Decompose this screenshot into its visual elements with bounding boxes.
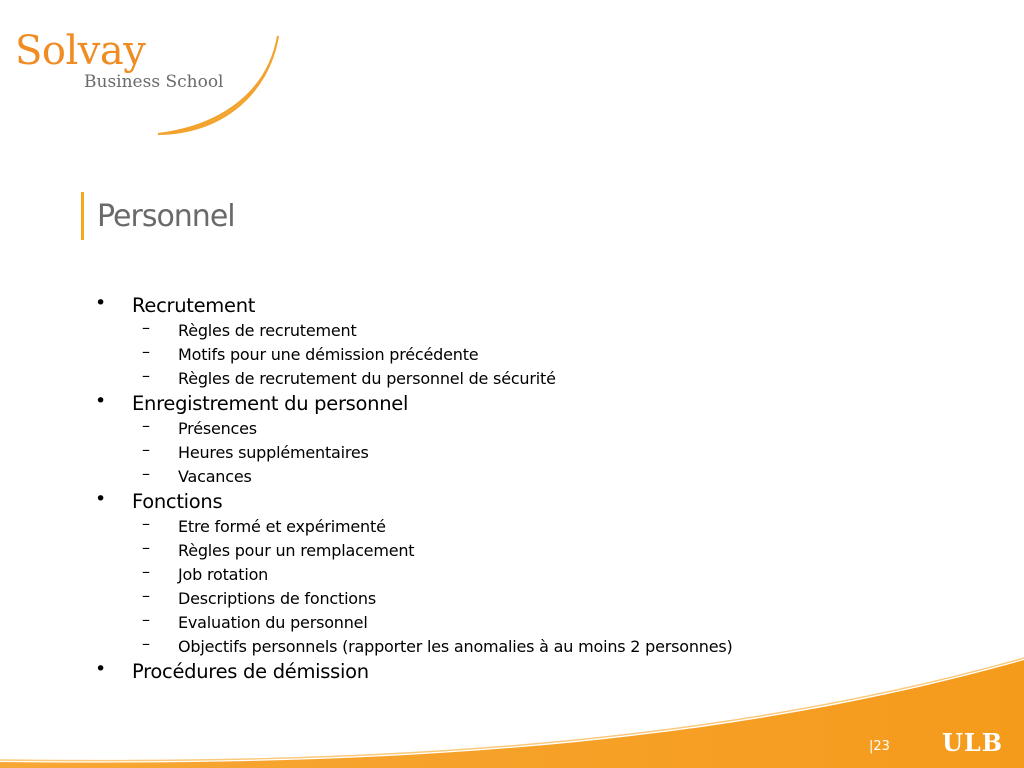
sub-bullet-text: Evaluation du personnel [178,613,368,632]
sub-bullet-text: Règles pour un remplacement [178,541,415,560]
bullet-marker: • [95,488,107,510]
bullet-text: Fonctions [132,490,223,513]
dash-marker: – [142,342,150,361]
dash-marker: – [142,318,150,337]
bullet-text: Enregistrement du personnel [132,392,409,415]
sub-bullet-text: Règles de recrutement du personnel de sécurité [178,369,556,388]
bullet-marker: • [95,658,107,680]
bullet-text: Procédures de démission [132,660,369,683]
bullet-text: Recrutement [132,294,256,317]
dash-marker: – [142,366,150,385]
sub-bullet-text: Heures supplémentaires [178,443,369,462]
sub-bullet-text: Objectifs personnels (rapporter les anomalies à au moins 2 personnes) [178,637,733,656]
dash-marker: – [142,610,150,629]
sub-bullet-text: Présences [178,419,257,438]
dash-marker: – [142,514,150,533]
dash-marker: – [142,440,150,459]
logo-subtitle: Business School [84,72,224,92]
bullet-marker: • [95,390,107,412]
sub-bullet-text: Règles de recrutement [178,321,357,340]
sub-bullet-text: Motifs pour une démission précédente [178,345,479,364]
sub-bullet-text: Vacances [178,467,252,486]
dash-marker: – [142,538,150,557]
slide-title: Personnel [97,199,235,234]
logo-wordmark: Solvay [15,28,146,74]
dash-marker: – [142,586,150,605]
dash-marker: – [142,416,150,435]
page-number: |23 [869,739,890,754]
dash-marker: – [142,634,150,653]
ulb-logo: ULB [942,728,1004,757]
sub-bullet-text: Etre formé et expérimenté [178,517,386,536]
bullet-marker: • [95,292,107,314]
sub-bullet-text: Descriptions de fonctions [178,589,376,608]
sub-bullet-text: Job rotation [178,565,269,584]
dash-marker: – [142,562,150,581]
dash-marker: – [142,464,150,483]
